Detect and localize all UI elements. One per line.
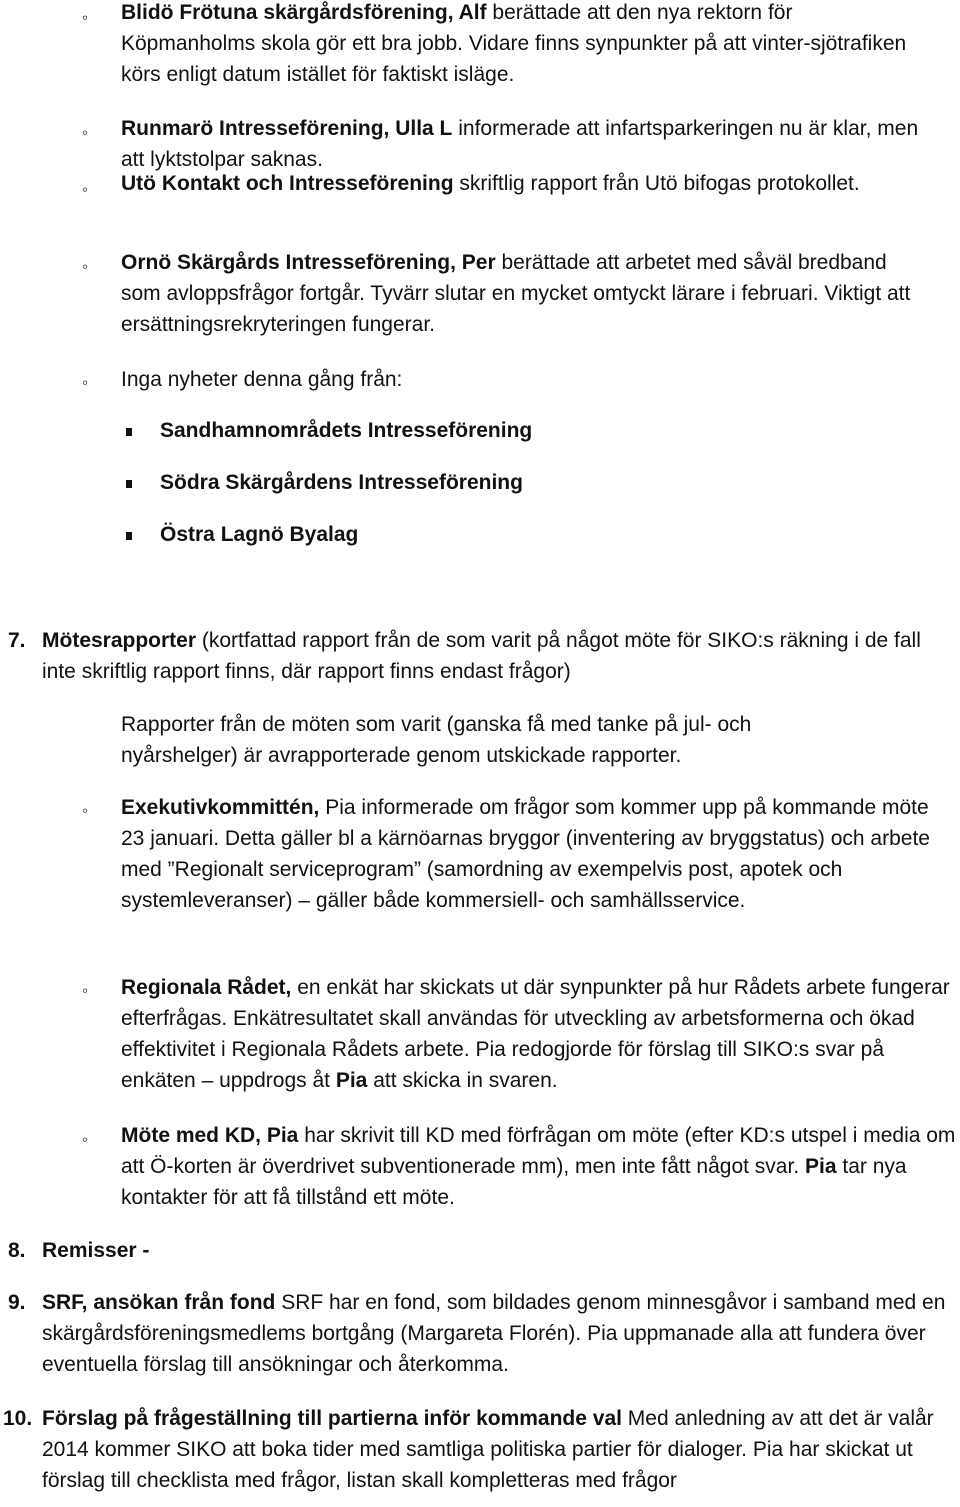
section-number: 7.: [8, 629, 26, 652]
org-name: Möte med KD, Pia: [121, 1124, 299, 1147]
report-runmaro: [121, 113, 921, 175]
section-title: Remisser -: [42, 1239, 150, 1262]
section-8-heading: [42, 1235, 149, 1266]
no-news-text: Inga nyheter denna gång från:: [121, 368, 403, 391]
section-title: Mötesrapporter: [42, 629, 197, 652]
org-name: Ornö Skärgårds Intresseförening, Per: [121, 251, 496, 274]
section-text: (kortfattad rapport från de som varit på något möte för SIKO:s räkning i de fall inte skriftlig rapport finns, där rapport finns endast frågor): [42, 629, 921, 683]
org-name: Blidö Frötuna skärgårdsförening, Alf: [121, 1, 487, 24]
org-name: Regionala Rådet,: [121, 976, 292, 999]
report-text: en enkät har skickats ut där synpunkter på hur Rådets arbete fungerar efterfrågas. Enkätresultatet skall användas för utveckling av arbetsformerna och ökad effektivitet i Regionala Rådets arbete. Pia redogjorde för förslag till SIKO:s svar på enkäten – uppdrogs åt: [121, 976, 950, 1092]
sub-item: [160, 415, 532, 446]
report-text: att skicka in svaren.: [367, 1069, 558, 1092]
section-number: 8.: [8, 1239, 26, 1262]
org-name: Utö Kontakt och Intresseförening: [121, 172, 454, 195]
report-uto: [121, 168, 951, 199]
section-number: 10.: [3, 1407, 33, 1430]
section-text: SRF har en fond, som bildades genom minnesgåvor i samband med en skärgårdsföreningsmedlems bortgång (Margareta Florén). Pia uppmanade alla att fundera över eventuella förslag till ansökningar och återkomma.: [42, 1291, 946, 1376]
section-7-heading: [42, 625, 942, 687]
bullet-icon: ◦: [82, 257, 89, 276]
section-title: SRF, ansökan från fond: [42, 1291, 276, 1314]
no-news-label: [121, 364, 921, 395]
report-text: har skrivit till KD med förfrågan om möte (efter KD:s utspel i media om att Ö-korten är överdrivet subventionerade mm), men inte fått något svar.: [121, 1124, 956, 1178]
bullet-icon: ◦: [82, 981, 89, 1000]
section-title: Förslag på frågeställning till partierna inför kommande val: [42, 1407, 622, 1430]
bullet-icon: ◦: [82, 373, 89, 392]
report-text: berättade att arbetet med såväl bredband som avloppsfrågor fortgår. Tyvärr slutar en mycket omtyckt lärare i februari. Viktigt att ersättningsrekryteringen fungerar.: [121, 251, 911, 336]
sub-item-label: Sandhamnområdets Intresseförening: [160, 419, 533, 442]
report-mote-kd: [121, 1120, 959, 1213]
section-10: [42, 1403, 956, 1496]
bullet-icon: ◦: [82, 1130, 89, 1149]
person-name: Pia: [335, 1069, 368, 1092]
report-regionala-radet: [121, 972, 959, 1096]
bullet-icon: ◦: [82, 8, 89, 27]
org-name: Runmarö Intresseförening, Ulla L: [121, 117, 453, 140]
square-bullet-icon: [126, 532, 132, 540]
bullet-icon: ◦: [82, 123, 89, 142]
org-name: Exekutivkommittén,: [121, 796, 320, 819]
square-bullet-icon: [126, 428, 132, 436]
section-text: Med anledning av att det är valår 2014 kommer SIKO att boka tider med samtliga politiska partier för dialoger. Pia har skickat ut förslag till checklista med frågor, listan skall kompletteras med frågor: [42, 1407, 934, 1492]
section-9: [42, 1287, 954, 1380]
section-number: 9.: [8, 1291, 26, 1314]
report-text: skriftlig rapport från Utö bifogas protokollet.: [453, 172, 860, 195]
square-bullet-icon: [126, 480, 132, 488]
report-blido: [121, 0, 921, 90]
bullet-icon: ◦: [82, 180, 89, 199]
report-text: informerade att infartsparkeringen nu är klar, men att lyktstolpar saknas.: [121, 117, 919, 171]
report-orno: [121, 247, 931, 340]
sub-item: [160, 467, 523, 498]
sub-item-label: Södra Skärgårdens Intresseförening: [160, 471, 523, 494]
report-text: tar nya kontakter för att få tillstånd ett möte.: [121, 1155, 907, 1209]
report-text: berättade att den nya rektorn för Köpmanholms skola gör ett bra jobb. Vidare finns synpunkter på att vinter-sjötrafiken körs enligt datum istället för faktiskt isläge.: [121, 1, 907, 86]
intro-text: Rapporter från de möten som varit (ganska få med tanke på jul- och nyårshelger) är avrapporterade genom utskickade rapporter.: [121, 713, 752, 767]
report-text: Pia informerade om frågor som kommer upp på kommande möte 23 januari. Detta gäller bl a kärnöarnas bryggor (inventering av bryggstatus) och arbete med ”Regionalt serviceprogram” (samordning av exempelvis post, apotek och systemleveranser) – gäller både kommersiell- och samhällsservice.: [121, 796, 930, 912]
person-name: Pia: [805, 1155, 837, 1178]
report-exekutivkommitten: [121, 792, 957, 916]
sub-item-label: Östra Lagnö Byalag: [160, 523, 359, 546]
section-7-intro: [121, 709, 851, 771]
sub-item: [160, 519, 358, 550]
bullet-icon: ◦: [82, 801, 89, 820]
